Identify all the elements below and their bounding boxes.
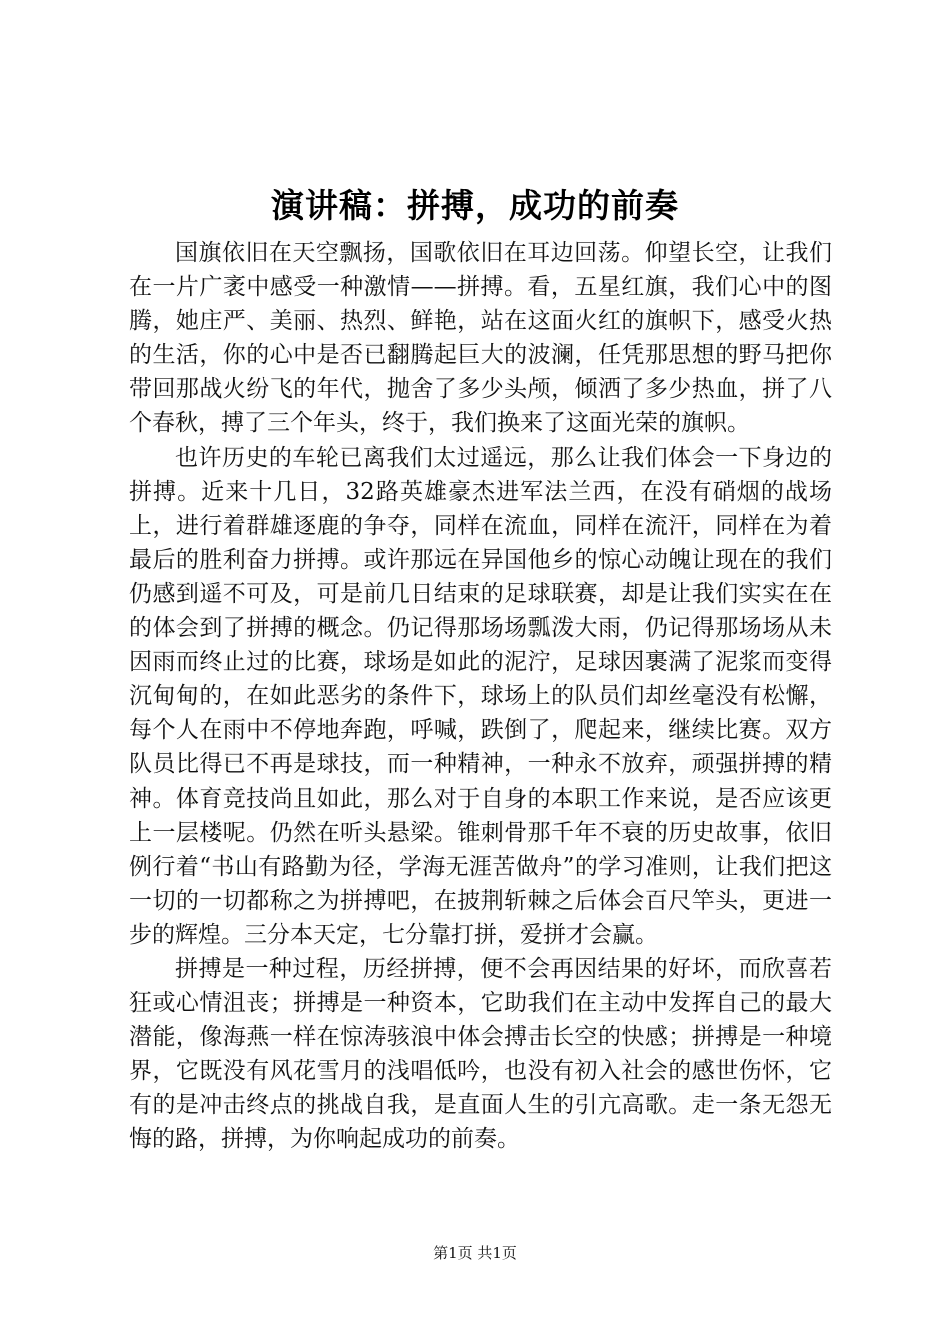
paragraph-2: 也许历史的车轮已离我们太过遥远，那么让我们体会一下身边的拼搏。近来十几日，32路英雄豪杰进军法兰西，在没有硝烟的战场上，进行着群雄逐鹿的争夺，同样在流血，同样在流汗，同样在为着最后的胜利奋力拼搏。或许那远在异国他乡的惊心动魄让现在的我们仍感到遥不可及，可是前几日结束的足球联赛，却是让我们实实在在的体会到了拼搏的概念。仍记得那场场瓢泼大雨，仍记得那场场从未因雨而终止过的比赛，球场是如此的泥泞，足球因裹满了泥浆而变得沉甸甸的，在如此恶劣的条件下，球场上的队员们却丝毫没有松懈，每个人在雨中不停地奔跑，呼喊，跌倒了，爬起来，继续比赛。双方队员比得已不再是球技，而一种精神，一种永不放弃，顽强拼搏的精神。体育竞技尚且如此，那么对于自身的本职工作来说，是否应该更上一层楼呢。仍然在听头悬梁。锥刺骨那千年不衰的历史故事，依旧例行着“书山有路勤为径，学海无涯苦做舟”的学习准则，让我们把这一切的一切都称之为拼搏吧，在披荆斩棘之后体会百尺竿头，更进一步的辉煌。三分本天定，七分靠打拼，爱拼才会赢。	[129, 444, 832, 948]
document-title: 演讲稿：拼搏，成功的前奏	[271, 186, 679, 225]
paragraph-3: 拼搏是一种过程，历经拼搏，便不会再因结果的好坏，而欣喜若狂或心情沮丧；拼搏是一种资本，它助我们在主动中发挥自己的最大潜能，像海燕一样在惊涛骇浪中体会搏击长空的快感；拼搏是一种境界，它既没有风花雪月的浅唱低吟，也没有初入社会的感世伤怀，它有的是冲击终点的挑战自我，是直面人生的引亢高歌。走一条无怨无悔的路，拼搏，为你响起成功的前奏。	[129, 955, 832, 1153]
page-footer: 第1页 共1页	[433, 1244, 517, 1262]
paragraph-1: 国旗依旧在天空飘扬，国歌依旧在耳边回荡。仰望长空，让我们在一片广袤中感受一种激情——拼搏。看，五星红旗，我们心中的图腾，她庄严、美丽、热烈、鲜艳，站在这面火红的旗帜下，感受火热的生活，你的心中是否已翻腾起巨大的波澜，任凭那思想的野马把你带回那战火纷飞的年代，抛舍了多少头颅，倾洒了多少热血，拼了八个春秋，搏了三个年头，终于，我们换来了这面光荣的旗帜。	[129, 240, 832, 437]
document-body	[129, 236, 832, 1157]
